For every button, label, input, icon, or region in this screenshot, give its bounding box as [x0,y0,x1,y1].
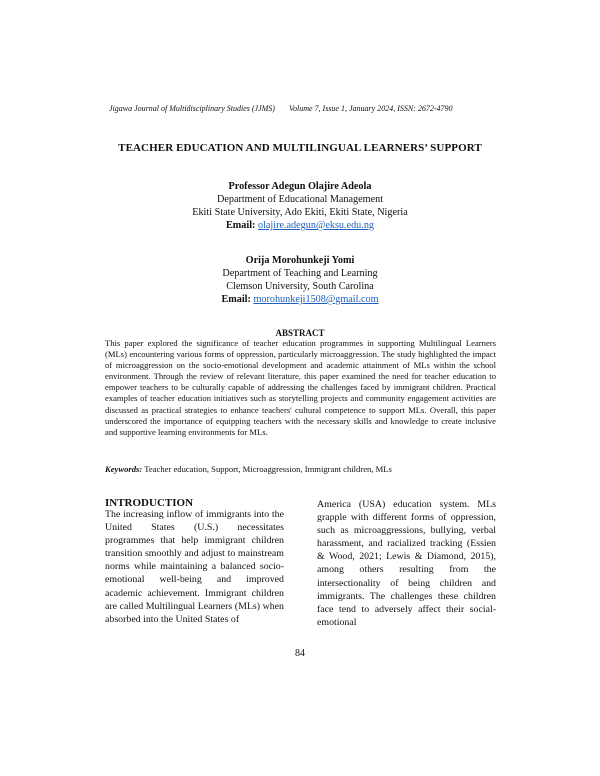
journal-volume: Volume 7, Issue 1, January 2024, ISSN: 2672-4790 [288,104,453,113]
author-name: Professor Adegun Olajire Adeola [228,181,372,192]
abstract-text: This paper explored the significance of teacher education programmes in supporting Multilingual Learners (MLs) encountering various forms of oppression, particularly microaggression. The study highlighted the impact of microaggression on the socio-emotional development and academic attainment of MLs within the school environment. Through the review of relevant literature, this paper examined the need for teacher education to empower teachers to be culturally capable of addressing the challenges faced by immigrant children. Practical examples of teacher education initiatives such as storytelling projects and community engagement activities are discussed as practical strategies to enhance teachers' cultural competence to support MLs. Overall, this paper underscored the importance of equipping teachers with the necessary skills and knowledge to create inclusive and supportive learning environments for MLs. [105,338,496,437]
author-block-2 [0,254,600,306]
author-email-link[interactable]: morohunkeji1508@gmail.com [253,294,379,305]
keywords-label: Keywords: [105,464,143,474]
author-institution: Clemson University, South Carolina [226,281,374,292]
paper-title: TEACHER EDUCATION AND MULTILINGUAL LEARNERS’ SUPPORT [118,142,482,154]
author-department: Department of Educational Management [216,194,384,205]
author-block-1 [0,180,600,232]
author-email-link[interactable]: olajire.adegun@eksu.edu.ng [257,220,375,231]
page-number: 84 [295,648,305,659]
running-header [109,104,493,113]
email-label: Email: [225,220,256,231]
author-institution: Ekiti State University, Ado Ekiti, Ekiti State, Nigeria [192,207,408,218]
keywords-line [105,464,496,474]
journal-name: Jigawa Journal of Multidisciplinary Studies (JJMS) [109,104,275,113]
introduction-left-column: The increasing inflow of immigrants into the United States (U.S.) necessitates programmes that help immigrant children transition smoothly and adjust to mainstream norms while maintaining a balanced socio-emotional well-being and improved academic achievement. Immigrant children are called Multilingual Learners (MLs) when absorbed into the United States of [105,509,284,625]
author-email-line [0,219,600,232]
abstract-heading: ABSTRACT [275,328,325,338]
author-email-line [0,293,600,306]
author-name: Orija Morohunkeji Yomi [245,255,355,266]
introduction-right-column: America (USA) education system. MLs grapple with different forms of oppression, such as microaggressions, bullying, verbal harassment, and racialized tracking (Essien & Wood, 2021; Lewis & Diamond, 2015), among others resulting from the intersectionality of being children and immigrants. The challenges these children face tend to adversely affect their social-emotional [317,499,496,628]
introduction-heading: INTRODUCTION [105,497,194,509]
keywords-text: Teacher education, Support, Microaggression, Immigrant children, MLs [144,464,392,474]
author-department: Department of Teaching and Learning [222,268,378,279]
email-label: Email: [221,294,251,305]
